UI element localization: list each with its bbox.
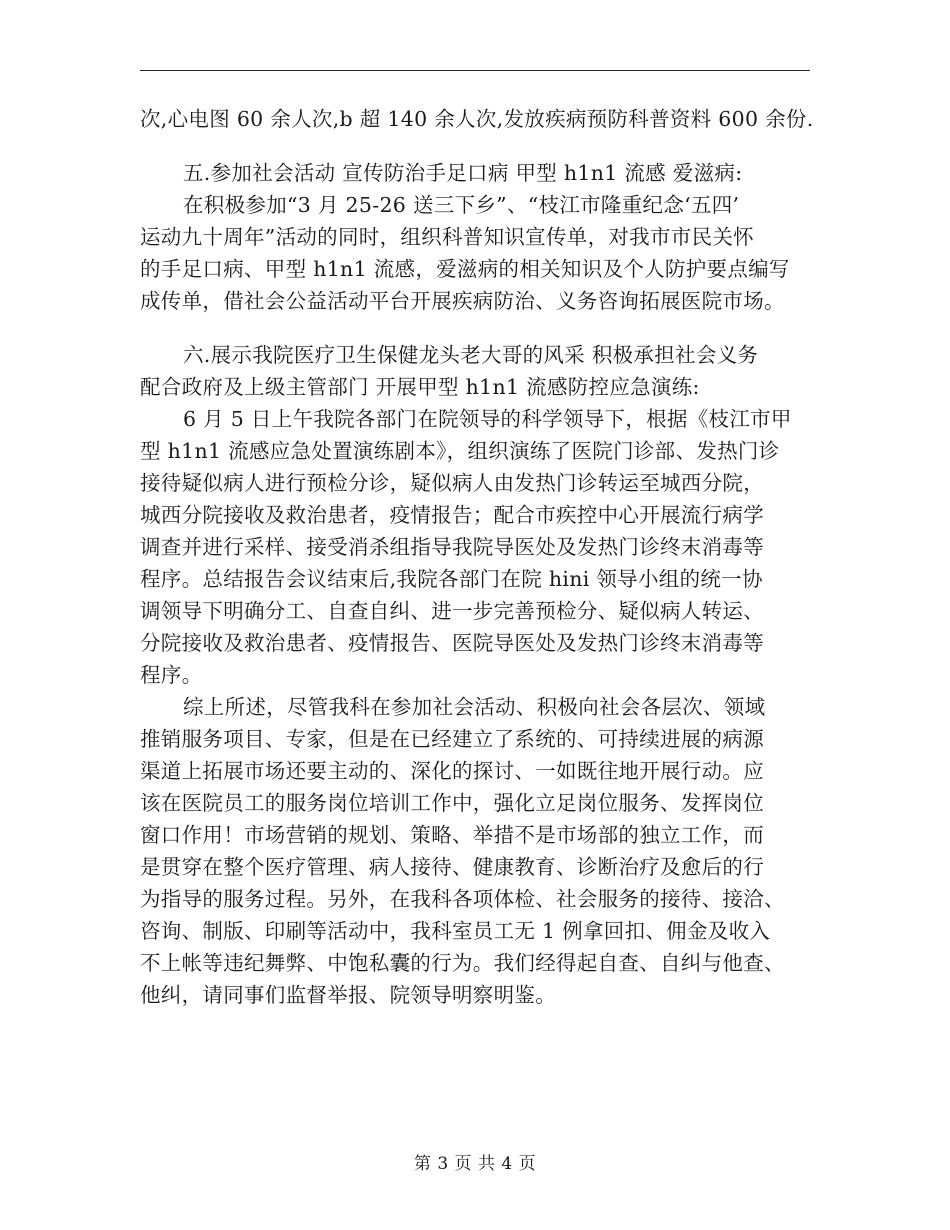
paragraph-line: 成传单，借社会公益活动平台开展疾病防治、义务咨询拓展医院市场。 xyxy=(140,289,785,313)
page-number-footer: 第 3 页 共 4 页 xyxy=(413,1154,537,1174)
paragraph-line: 该在医院员工的服务岗位培训工作中，强化立足岗位服务、发挥岗位 xyxy=(140,791,764,815)
paragraph-line: 型 h1n1 流感应急处置演练剧本》，组织演练了医院门诊部、发热门诊 xyxy=(140,439,780,463)
paragraph-line: 调查并进行采样、接受消杀组指导我院导医处及发热门诊终末消毒等 xyxy=(140,535,764,559)
section-heading: 六.展示我院医疗卫生保健龙头老大哥的风采 积极承担社会义务 xyxy=(183,343,759,367)
paragraph-line: 运动九十周年”活动的同时，组织科普知识宣传单，对我市市民关怀 xyxy=(140,225,754,249)
paragraph-line: 咨询、制版、印刷等活动中，我科室员工无 1 例拿回扣、佣金及收入 xyxy=(140,919,771,943)
header-rule xyxy=(140,70,810,71)
section-heading: 五.参加社会活动 宣传防治手足口病 甲型 h1n1 流感 爱滋病: xyxy=(183,161,743,185)
paragraph-line: 程序。 xyxy=(140,663,203,687)
paragraph-line: 窗口作用！市场营销的规划、策略、举措不是市场部的独立工作，而 xyxy=(140,823,764,847)
paragraph-line: 综上所述，尽管我科在参加社会活动、积极向社会各层次、领域 xyxy=(183,695,766,719)
section-heading: 配合政府及上级主管部门 开展甲型 h1n1 流感防控应急演练: xyxy=(140,375,700,399)
paragraph-gap xyxy=(140,317,815,339)
document-body xyxy=(140,103,815,1011)
paragraph-gap xyxy=(140,135,815,157)
paragraph-line: 分院接收及救治患者、疫情报告、医院导医处及发热门诊终末消毒等 xyxy=(140,631,764,655)
paragraph-line: 城西分院接收及救治患者，疫情报告；配合市疾控中心开展流行病学 xyxy=(140,503,764,527)
paragraph-line: 调领导下明确分工、自查自纠、进一步完善预检分、疑似病人转运、 xyxy=(140,599,764,623)
paragraph-line: 次,心电图 60 余人次,b 超 140 余人次,发放疾病预防科普资料 600 余份. xyxy=(140,107,814,131)
paragraph-line: 的手足口病、甲型 h1n1 流感，爱滋病的相关知识及个人防护要点编写 xyxy=(140,257,790,281)
paragraph-line: 推销服务项目、专家，但是在已经建立了系统的、可持续进展的病源 xyxy=(140,727,764,751)
paragraph-line: 在积极参加“3 月 25-26 送三下乡”、“枝江市隆重纪念‘五四’ xyxy=(183,193,740,217)
paragraph-line: 渠道上拓展市场还要主动的、深化的探讨、一如既往地开展行动。应 xyxy=(140,759,764,783)
paragraph-line: 不上帐等违纪舞弊、中饱私囊的行为。我们经得起自查、自纠与他查、 xyxy=(140,951,785,975)
paragraph-line: 为指导的服务过程。另外，在我科各项体检、社会服务的接待、接洽、 xyxy=(140,887,785,911)
paragraph-line: 程序。总结报告会议结束后,我院各部门在院 hini 领导小组的统一协 xyxy=(140,567,763,591)
paragraph-line: 他纠，请同事们监督举报、院领导明察明鉴。 xyxy=(140,983,556,1007)
paragraph-line: 是贯穿在整个医疗管理、病人接待、健康教育、诊断治疗及愈后的行 xyxy=(140,855,764,879)
paragraph-line: 6 月 5 日上午我院各部门在院领导的科学领导下，根据《枝江市甲 xyxy=(183,407,792,431)
paragraph-line: 接待疑似病人进行预检分诊，疑似病人由发热门诊转运至城西分院， xyxy=(140,471,764,495)
